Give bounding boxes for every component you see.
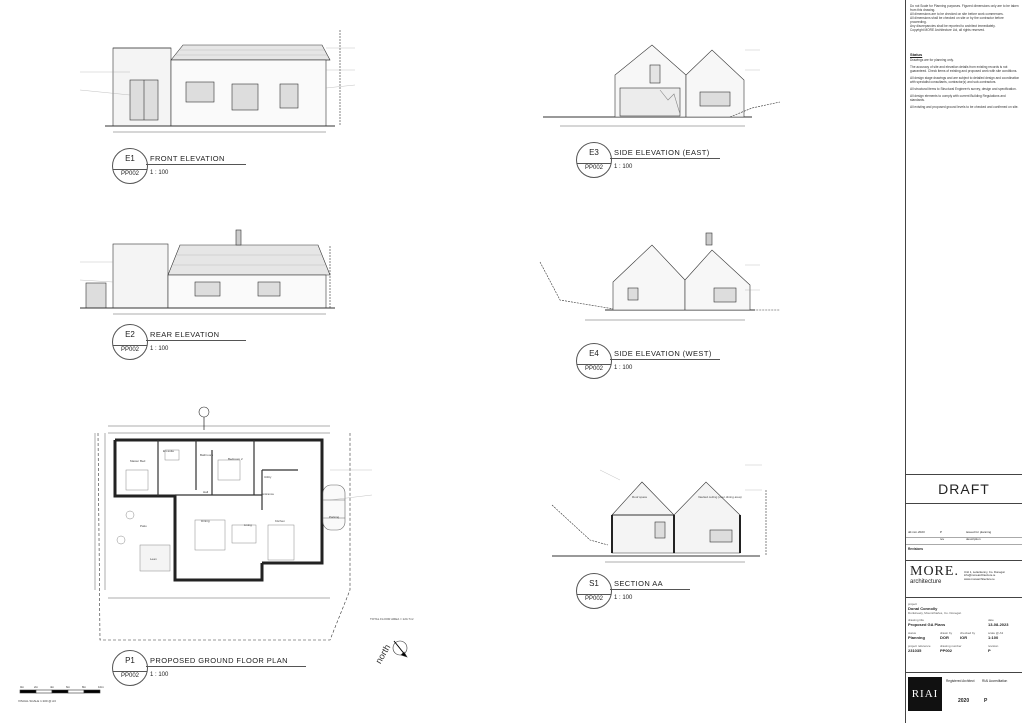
view-name: FRONT ELEVATION: [150, 154, 225, 163]
riai-year: 2020: [958, 698, 970, 704]
draft-stamp: DRAFT: [906, 474, 1022, 504]
view-scale: 1 : 100: [614, 164, 633, 170]
revision-label: revision: [988, 644, 999, 648]
riai-revision: P: [984, 698, 988, 704]
plan-area-label: TOTAL FLOOR AREA = 124.7m²: [370, 617, 414, 621]
checked-value: IOR: [960, 635, 968, 640]
status-line: All design stage drawings and are subject to detailed design and coordination with specialist consultants, contractor(s) and sub-contractors.: [910, 76, 1020, 84]
plan-room-lean: Lean: [150, 557, 157, 561]
status-line: All design elements to comply with current Building Regulations and standards.: [910, 94, 1006, 102]
revision-row: [906, 537, 1022, 545]
view-title-e3: [576, 142, 710, 178]
plan-room-dining: Dining: [201, 519, 210, 523]
riai-block: [906, 672, 1022, 724]
plan-room-utility: Utility: [264, 475, 272, 479]
section-label-vaulted: Vaulted ceiling (over dining area): [698, 495, 742, 499]
note-line: Any discrepancies shall be reported to architect immediately.: [910, 24, 996, 28]
north-label: north: [373, 642, 393, 666]
visual-scale-label: VISUAL SCALE 1:100 @ A3: [18, 699, 56, 703]
revision-date: dd.mm.2023: [908, 530, 925, 534]
drawing-title-label: drawing title: [908, 618, 925, 622]
plan-room-parking: Parking: [329, 515, 340, 519]
note-line: Copyright MORE Architecture Ltd, all rights reserved.: [910, 28, 985, 32]
scale-value: 1:100: [988, 635, 999, 640]
note-line: All dimensions shall be checked on site or by the contractor before proceeding.: [910, 16, 1004, 24]
plan-room-master-bed: Master Bed: [130, 459, 146, 463]
note-line: Do not Scale for Planning purposes. Figured dimensions only are to be taken from this drawing.: [910, 4, 1019, 12]
date-label: date: [988, 618, 994, 622]
view-scale: 1 : 100: [150, 170, 169, 176]
north-arrow-icon: [393, 641, 407, 657]
revision-value: P: [988, 648, 991, 653]
project-label: project: [908, 602, 918, 606]
view-code: E2: [125, 330, 135, 339]
view-scale: 1 : 100: [614, 595, 633, 601]
side-elevation-east-drawing: [543, 45, 780, 126]
project-location: Dunkineely, Mountcharles, Co. Donegal.: [908, 611, 962, 615]
view-scale: 1 : 100: [150, 672, 169, 678]
view-ref: PP002: [113, 671, 147, 679]
front-elevation-drawing: [105, 30, 340, 132]
note-line: All dimensions are to be checked on site before work commences.: [910, 12, 1004, 16]
plan-room-kitchen: Kitchen: [275, 519, 286, 523]
title-block: [905, 0, 1023, 723]
view-name: REAR ELEVATION: [150, 330, 220, 339]
view-name: PROPOSED GROUND FLOOR PLAN: [150, 656, 288, 665]
drawn-value: DOR: [940, 635, 949, 640]
plan-room-entrance: Entrance: [262, 492, 275, 496]
revisions-label: Revisions: [908, 547, 924, 551]
view-name: SIDE ELEVATION (WEST): [614, 349, 712, 358]
status-heading: Status: [910, 52, 923, 57]
checked-label: checked by: [960, 631, 976, 635]
scale-tick-4: 8m: [82, 685, 87, 689]
firm-logo: [906, 560, 1022, 598]
status-line: The accuracy of site and elevation details from existing records is not guaranteed. Check items of existing and proposed work with site conditions.: [910, 65, 1018, 73]
revision-rev: rev: [940, 537, 945, 541]
floor-plan-drawing: [95, 407, 350, 640]
view-code: E1: [125, 154, 135, 163]
view-title-s1: [576, 573, 664, 609]
side-elevation-west-drawing: [540, 233, 780, 320]
view-ref: PP002: [577, 594, 611, 602]
revision-desc: issued for planning: [966, 530, 992, 534]
revisions-table: [906, 504, 1022, 552]
view-ref: PP002: [113, 345, 147, 353]
view-ref: PP002: [577, 364, 611, 372]
section-aa-drawing: [552, 482, 766, 562]
view-title-e4: [576, 343, 712, 379]
general-notes: [910, 4, 1020, 32]
plan-room-hall: Hall: [203, 490, 209, 494]
drawing-title: Proposed GA Plans: [908, 622, 946, 627]
status-value: Planning: [908, 635, 925, 640]
status-line: Drawings are for planning only.: [910, 58, 954, 62]
view-code: E3: [589, 148, 599, 157]
scale-tick-5: 10m: [98, 685, 104, 689]
scale-tick-1: 2m: [34, 685, 39, 689]
riai-accreditation: RIAI Accreditation: [982, 679, 1008, 683]
scale-tick-0: 0m: [20, 685, 25, 689]
drawn-label: drawn by: [940, 631, 953, 635]
scale-tick-3: 6m: [66, 685, 71, 689]
firm-name: MORE.: [910, 564, 959, 579]
riai-registered: Registered Architect: [946, 679, 975, 683]
view-ref: PP002: [577, 163, 611, 171]
view-name: SECTION AA: [614, 579, 664, 588]
plan-room-bathroom: Bathroom: [200, 453, 214, 457]
view-code: P1: [125, 656, 135, 665]
view-scale: 1 : 100: [150, 346, 169, 352]
status-notes: [910, 58, 1020, 109]
firm-subtitle: architecture: [910, 579, 942, 585]
plan-room-patio: Patio: [140, 524, 147, 528]
plan-room-ensuite: En-suite: [163, 449, 175, 453]
view-title-p1: [112, 650, 288, 686]
riai-logo: RIAI: [908, 677, 942, 711]
view-name: SIDE ELEVATION (EAST): [614, 148, 710, 157]
drawing-no-label: drawing number: [940, 644, 962, 648]
revision-desc: description: [966, 537, 981, 541]
view-scale: 1 : 100: [614, 365, 633, 371]
project-ref-label: project reference: [908, 644, 931, 648]
scale-label: scale @ A3: [988, 631, 1004, 635]
plan-room-bedroom2: Bedroom 2: [228, 457, 243, 461]
status-label: status: [908, 631, 917, 635]
project-name: Donal Connolly: [908, 606, 938, 611]
view-title-e1: [112, 148, 225, 184]
section-label-roof-space: Roof space: [632, 495, 648, 499]
revision-rev: P: [940, 530, 943, 534]
status-line: All structural items to Structural Engineer's survey, design and specification.: [910, 87, 1017, 91]
visual-scale-bar: [20, 690, 100, 693]
view-code: E4: [589, 349, 599, 358]
rear-elevation-drawing: [80, 230, 335, 314]
view-code: S1: [589, 579, 599, 588]
drawing-no-value: PP002: [940, 648, 953, 653]
firm-address: Unit 1, Letterkenny, Co. Donegal. info@morearchitecture.ie www.morearchitecture.ie: [964, 570, 1006, 581]
drawing-info: [906, 600, 1022, 668]
status-line: All existing and proposed ground levels to be checked and confirmed on site.: [910, 105, 1019, 109]
project-ref-value: 231035: [908, 648, 922, 653]
plan-room-living: Living: [244, 523, 252, 527]
scale-tick-2: 4m: [50, 685, 55, 689]
view-ref: PP002: [113, 169, 147, 177]
view-title-e2: [112, 324, 220, 360]
date-value: 13-08-2023: [988, 622, 1009, 627]
